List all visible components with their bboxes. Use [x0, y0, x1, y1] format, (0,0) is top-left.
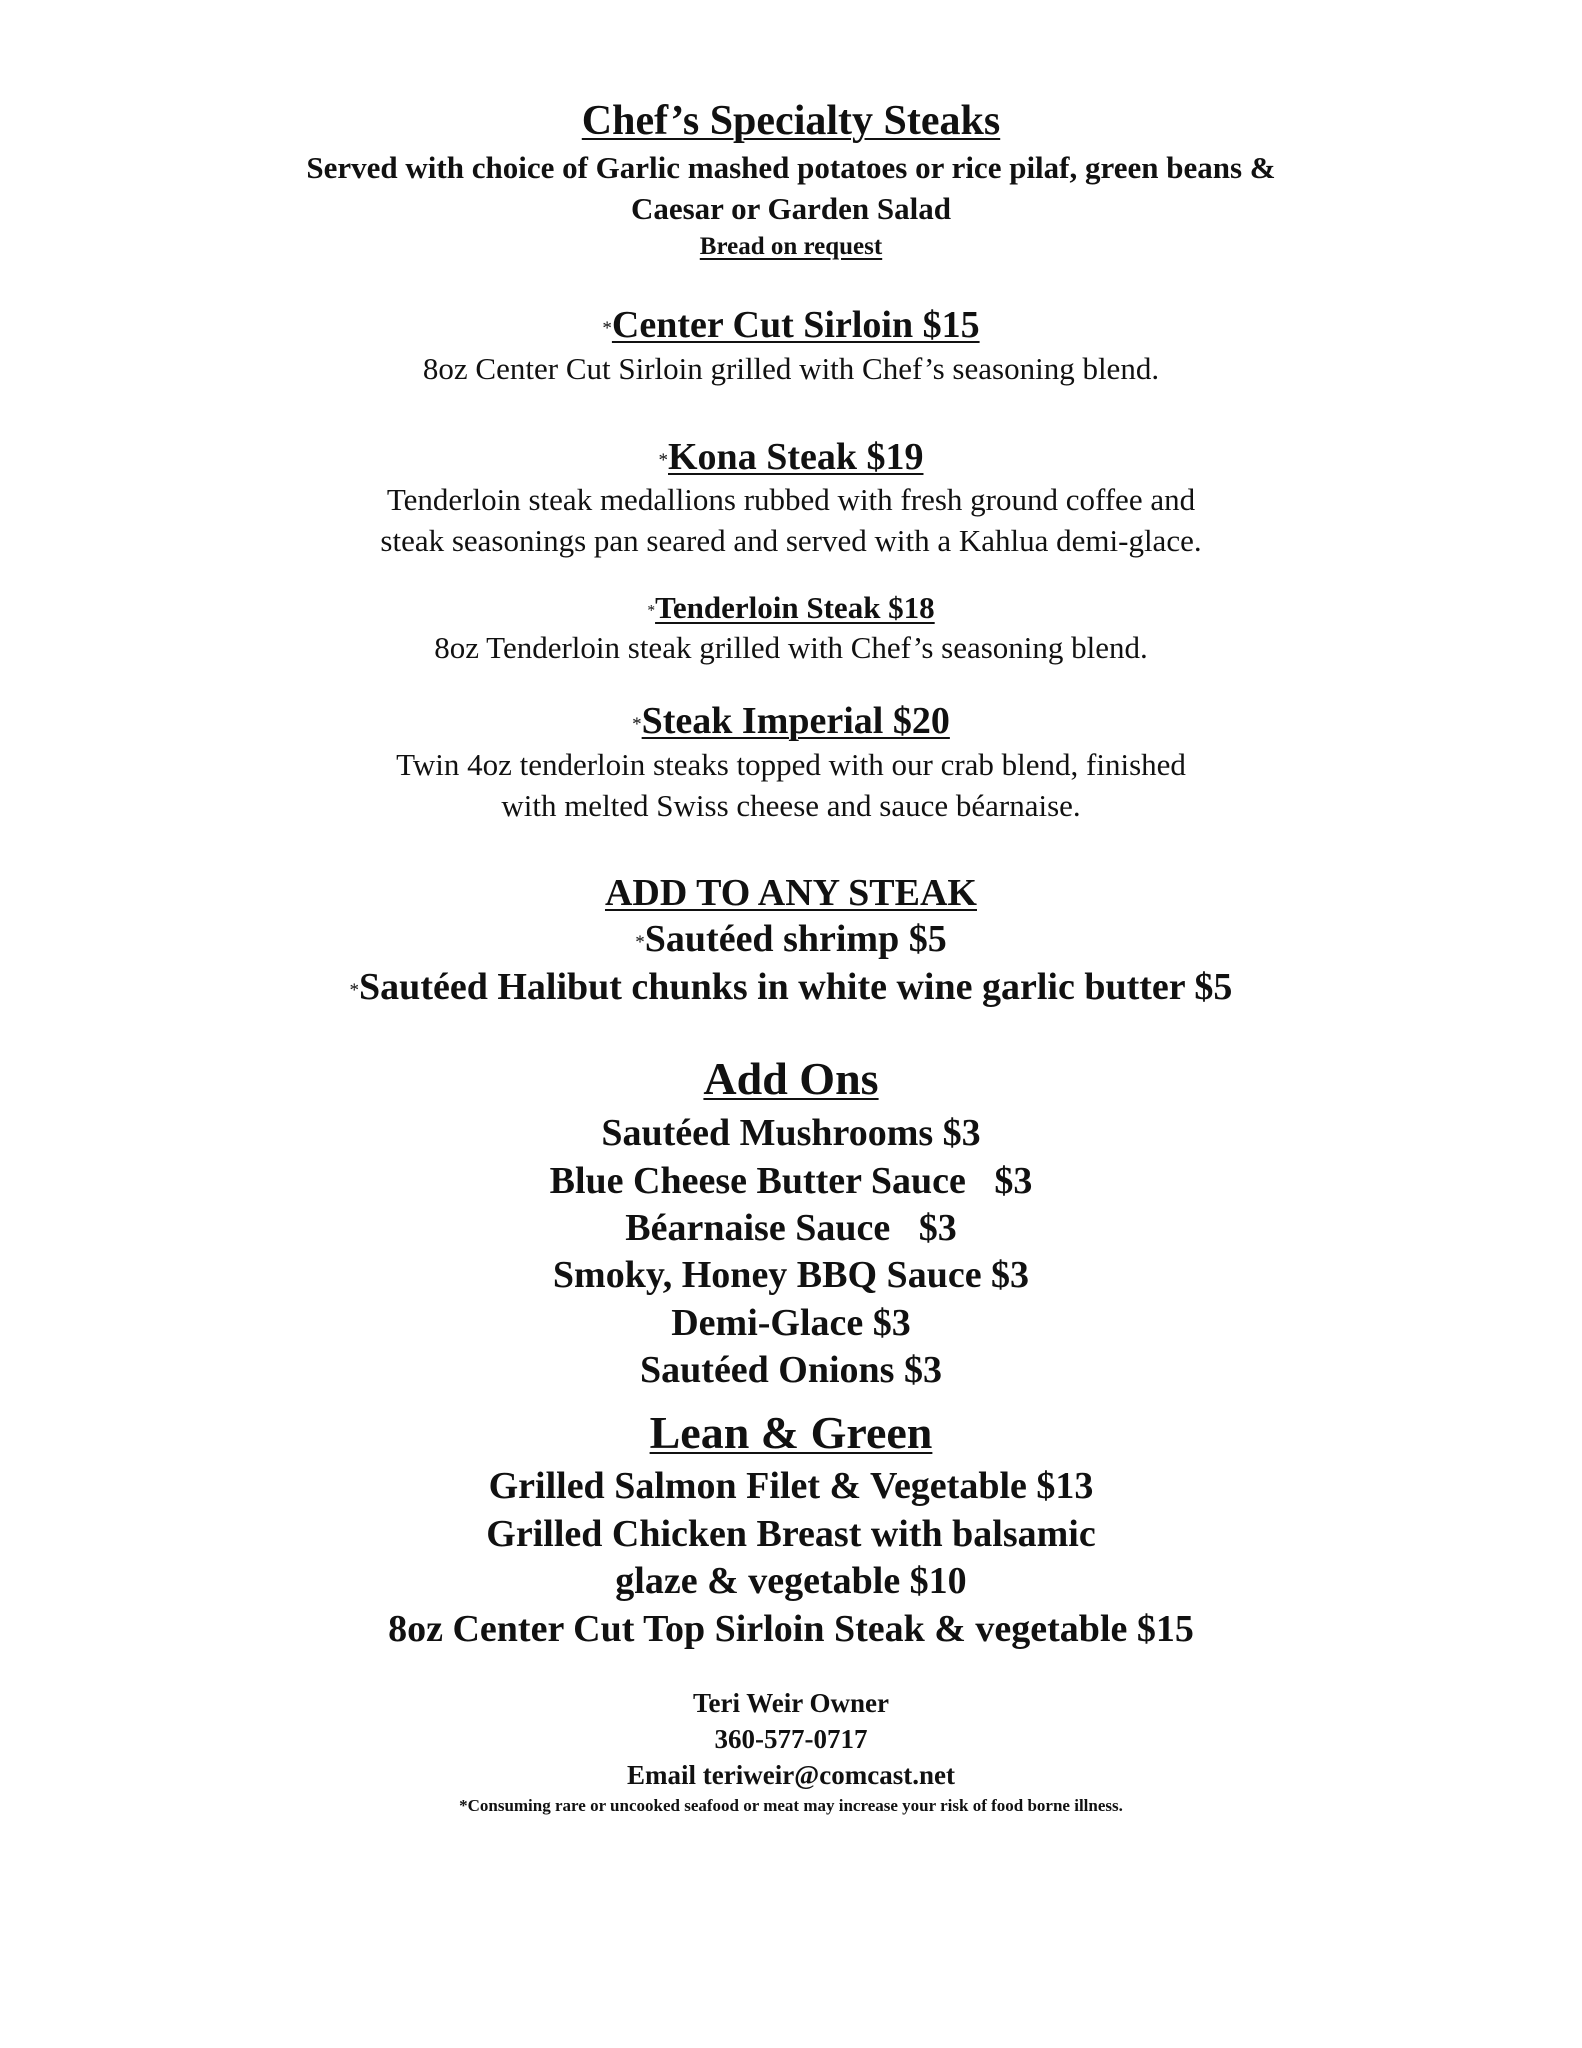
asterisk-marker: * — [647, 602, 656, 620]
lean-green-item: 8oz Center Cut Top Sirloin Steak & vegetable $15 — [388, 1608, 1194, 1650]
add-ons-heading: Add Ons — [703, 1053, 879, 1104]
steak-tenderloin-name — [0, 592, 1582, 623]
steak-imperial-desc-line-2: with melted Swiss cheese and sauce béarnaise. — [501, 788, 1081, 823]
lean-green-item: glaze & vegetable $10 — [615, 1560, 967, 1602]
served-with-line-1: Served with choice of Garlic mashed potatoes or rice pilaf, green beans & — [306, 150, 1276, 185]
steak-kona-desc-line-2: steak seasonings pan seared and served with a Kahlua demi-glace. — [380, 523, 1202, 558]
menu-title: Chef’s Specialty Steaks — [581, 98, 1001, 144]
add-to-steak-heading: ADD TO ANY STEAK — [604, 872, 977, 914]
steak-kona-desc-line-1: Tenderloin steak medallions rubbed with fresh ground coffee and — [386, 482, 1196, 517]
asterisk-marker: * — [349, 980, 360, 1002]
contact-email: Email teriweir@comcast.net — [627, 1760, 955, 1790]
steak-center-cut-sirloin-name — [0, 306, 1582, 344]
steak-name-text: Center Cut Sirloin $15 — [611, 304, 980, 346]
add-item-text: Sautéed shrimp $5 — [644, 918, 947, 960]
add-on-item: Sautéed Mushrooms $3 — [601, 1112, 981, 1154]
add-on-item: Demi-Glace $3 — [671, 1302, 911, 1344]
add-item-text: Sautéed Halibut chunks in white wine garlic butter $5 — [359, 966, 1233, 1008]
lean-green-item: Grilled Salmon Filet & Vegetable $13 — [488, 1465, 1094, 1507]
add-to-steak-item-shrimp — [0, 920, 1582, 958]
bread-note: Bread on request — [699, 233, 883, 260]
add-on-item: Béarnaise Sauce $3 — [625, 1207, 957, 1249]
lean-green-heading: Lean & Green — [649, 1407, 933, 1458]
add-on-item: Blue Cheese Butter Sauce $3 — [549, 1160, 1033, 1202]
add-on-item: Sautéed Onions $3 — [640, 1349, 942, 1391]
contact-owner: Teri Weir Owner — [693, 1688, 889, 1718]
asterisk-marker: * — [635, 932, 645, 954]
steak-name-text: Tenderloin Steak $18 — [655, 590, 935, 625]
steak-kona-name — [0, 438, 1582, 476]
steak-tenderloin-desc: 8oz Tenderloin steak grilled with Chef’s seasoning blend. — [434, 630, 1148, 665]
add-to-steak-item-halibut — [0, 968, 1582, 1006]
contact-phone: 360-577-0717 — [714, 1724, 868, 1754]
add-on-item: Smoky, Honey BBQ Sauce $3 — [552, 1254, 1030, 1296]
steak-name-text: Kona Steak $19 — [668, 436, 924, 478]
food-safety-disclaimer: *Consuming rare or uncooked seafood or meat may increase your risk of food borne illness. — [459, 1796, 1123, 1815]
asterisk-marker: * — [658, 450, 668, 472]
lean-green-item: Grilled Chicken Breast with balsamic — [486, 1513, 1096, 1555]
asterisk-marker: * — [602, 318, 612, 340]
steak-imperial-name — [0, 702, 1582, 740]
steak-name-text: Steak Imperial $20 — [641, 700, 950, 742]
steak-imperial-desc-line-1: Twin 4oz tenderloin steaks topped with our crab blend, finished — [396, 747, 1186, 782]
steak-center-cut-sirloin-desc: 8oz Center Cut Sirloin grilled with Chef’s seasoning blend. — [422, 351, 1160, 386]
served-with-line-2: Caesar or Garden Salad — [630, 191, 952, 226]
asterisk-marker: * — [632, 714, 642, 736]
